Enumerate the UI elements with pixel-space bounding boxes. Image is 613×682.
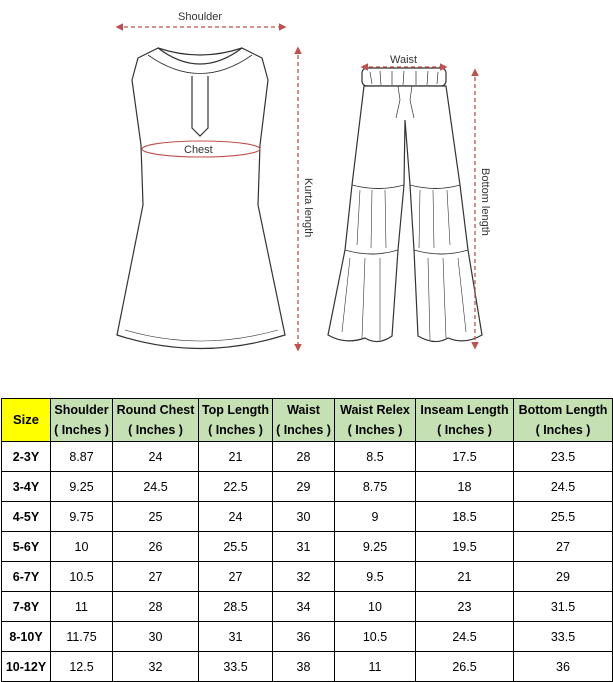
value-cell: 32 <box>113 652 199 682</box>
value-cell: 24.5 <box>113 472 199 502</box>
value-cell: 33.5 <box>199 652 273 682</box>
value-cell: 11 <box>51 592 113 622</box>
value-cell: 38 <box>273 652 335 682</box>
value-cell: 24 <box>199 502 273 532</box>
table-row <box>2 652 613 682</box>
value-cell: 24.5 <box>416 622 514 652</box>
header-bottom-length <box>514 399 613 442</box>
value-cell: 24 <box>113 442 199 472</box>
value-cell: 8.5 <box>335 442 416 472</box>
value-cell: 27 <box>113 562 199 592</box>
value-cell: 25 <box>113 502 199 532</box>
value-cell: 30 <box>273 502 335 532</box>
value-cell: 10.5 <box>51 562 113 592</box>
value-cell: 31.5 <box>514 592 613 622</box>
value-cell: 21 <box>416 562 514 592</box>
header-unit: ( Inches ) <box>276 423 331 437</box>
value-cell: 29 <box>273 472 335 502</box>
kurta-length-label: Kurta length <box>302 178 314 238</box>
value-cell: 9.5 <box>335 562 416 592</box>
size-cell: 5-6Y <box>2 532 51 562</box>
value-cell: 9.25 <box>335 532 416 562</box>
value-cell: 27 <box>199 562 273 592</box>
value-cell: 10.5 <box>335 622 416 652</box>
header-title: Bottom Length <box>518 403 608 417</box>
header-unit: ( Inches ) <box>347 423 403 437</box>
value-cell: 32 <box>273 562 335 592</box>
value-cell: 28 <box>273 442 335 472</box>
value-cell: 36 <box>273 622 335 652</box>
value-cell: 28 <box>113 592 199 622</box>
chest-label: Chest <box>184 144 213 156</box>
size-cell: 6-7Y <box>2 562 51 592</box>
value-cell: 8.87 <box>51 442 113 472</box>
value-cell: 36 <box>514 652 613 682</box>
shoulder-label: Shoulder <box>178 11 223 23</box>
value-cell: 12.5 <box>51 652 113 682</box>
value-cell: 28.5 <box>199 592 273 622</box>
value-cell: 8.75 <box>335 472 416 502</box>
value-cell: 21 <box>199 442 273 472</box>
value-cell: 9.25 <box>51 472 113 502</box>
value-cell: 23 <box>416 592 514 622</box>
header-unit: ( Inches ) <box>535 423 591 437</box>
sharara-outline <box>328 68 482 342</box>
value-cell: 19.5 <box>416 532 514 562</box>
table-row <box>2 532 613 562</box>
header-unit: ( Inches ) <box>128 423 183 437</box>
size-cell: 10-12Y <box>2 652 51 682</box>
bottom-length-label: Bottom length <box>479 168 491 236</box>
header-unit: ( Inches ) <box>208 423 263 437</box>
header-unit: ( Inches ) <box>437 423 492 437</box>
value-cell: 24.5 <box>514 472 613 502</box>
size-cell: 7-8Y <box>2 592 51 622</box>
value-cell: 11.75 <box>51 622 113 652</box>
size-cell: 4-5Y <box>2 502 51 532</box>
value-cell: 25.5 <box>199 532 273 562</box>
header-inseam-length <box>416 399 514 442</box>
value-cell: 17.5 <box>416 442 514 472</box>
header-unit: ( Inches ) <box>54 423 109 437</box>
header-size: Size <box>2 399 51 442</box>
value-cell: 18 <box>416 472 514 502</box>
header-round-chest <box>113 399 199 442</box>
value-cell: 26 <box>113 532 199 562</box>
table-row <box>2 472 613 502</box>
size-cell: 3-4Y <box>2 472 51 502</box>
size-cell: 8-10Y <box>2 622 51 652</box>
header-top-length <box>199 399 273 442</box>
value-cell: 18.5 <box>416 502 514 532</box>
size-chart-table <box>1 398 613 682</box>
table-row <box>2 592 613 622</box>
value-cell: 25.5 <box>514 502 613 532</box>
value-cell: 34 <box>273 592 335 622</box>
value-cell: 22.5 <box>199 472 273 502</box>
header-waist-relex <box>335 399 416 442</box>
kurta-outline <box>117 48 285 349</box>
header-shoulder <box>51 399 113 442</box>
header-title: Round Chest <box>116 403 195 417</box>
table-row <box>2 442 613 472</box>
value-cell: 31 <box>199 622 273 652</box>
value-cell: 27 <box>514 532 613 562</box>
value-cell: 30 <box>113 622 199 652</box>
header-title: Waist <box>287 403 320 417</box>
header-title: Top Length <box>201 403 270 417</box>
value-cell: 10 <box>335 592 416 622</box>
value-cell: 29 <box>514 562 613 592</box>
value-cell: 11 <box>335 652 416 682</box>
value-cell: 23.5 <box>514 442 613 472</box>
header-waist <box>273 399 335 442</box>
header-title: Waist Relex <box>340 403 410 417</box>
value-cell: 10 <box>51 532 113 562</box>
value-cell: 31 <box>273 532 335 562</box>
table-row <box>2 622 613 652</box>
value-cell: 26.5 <box>416 652 514 682</box>
table-row <box>2 502 613 532</box>
value-cell: 9.75 <box>51 502 113 532</box>
table-row <box>2 562 613 592</box>
size-cell: 2-3Y <box>2 442 51 472</box>
value-cell: 9 <box>335 502 416 532</box>
value-cell: 33.5 <box>514 622 613 652</box>
header-title: Inseam Length <box>420 403 509 417</box>
waist-label: Waist <box>390 54 418 66</box>
table-header-row <box>2 399 613 442</box>
header-title: Shoulder <box>54 403 109 417</box>
